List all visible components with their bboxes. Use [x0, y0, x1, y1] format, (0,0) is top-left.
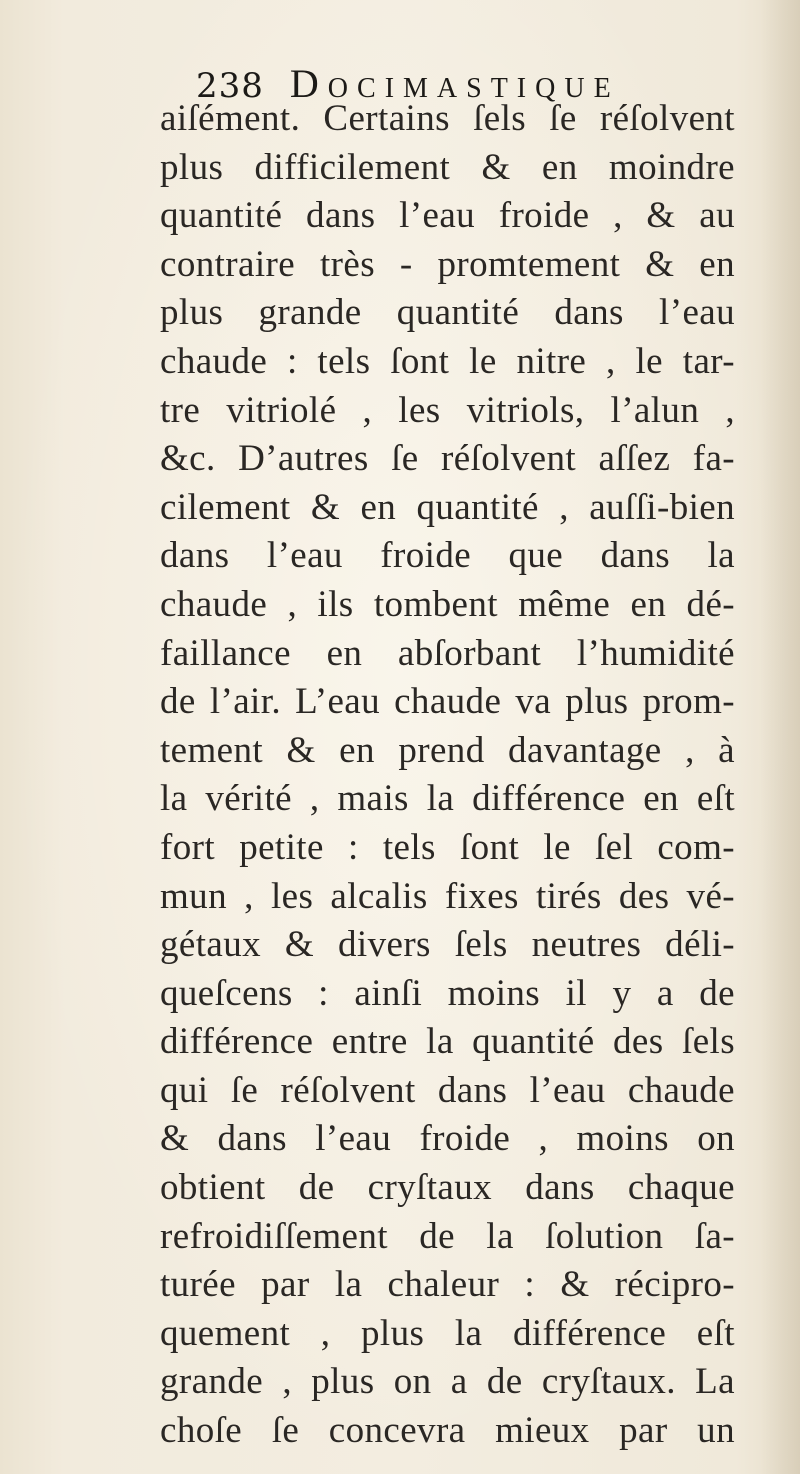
text-line: de l’air. L’eau chaude va plus prom- — [160, 681, 735, 723]
text-line: faillance en abſorbant l’humidité — [160, 632, 735, 674]
text-line: refroidiſſement de la ſolution ſa- — [160, 1215, 735, 1257]
text-line: aiſément. Certains ſels ſe réſolvent — [160, 98, 735, 139]
text-line: &c. D’autres ſe réſolvent aſſez fa- — [160, 438, 735, 480]
text-line: chaude , ils tombent même en dé- — [160, 583, 735, 625]
text-line: cilement & en quantité , auſſi-bien — [160, 486, 735, 528]
text-line: qui ſe réſolvent dans l’eau chaude — [160, 1069, 735, 1111]
text-line: choſe ſe concevra mieux par un — [160, 1410, 735, 1452]
text-line: & dans l’eau froide , moins on — [160, 1118, 735, 1160]
text-line: différence entre la quantité des ſels — [160, 1021, 735, 1063]
text-line: turée par la chaleur : & récipro- — [160, 1264, 735, 1306]
text-line: tement & en prend davantage , à — [160, 729, 735, 771]
text-line: la vérité , mais la différence en eſt — [160, 778, 735, 820]
text-line: gétaux & divers ſels neutres déli- — [160, 924, 735, 966]
text-line: quement , plus la différence eſt — [160, 1312, 735, 1354]
text-line: quantité dans l’eau froide , & au — [160, 195, 735, 237]
body-text — [160, 95, 735, 1456]
text-line: plus difficilement & en moindre — [160, 146, 735, 188]
text-line: grande , plus on a de cryſtaux. La — [160, 1361, 735, 1403]
text-line: fort petite : tels ſont le ſel com- — [160, 826, 735, 868]
text-line: chaude : tels ſont le nitre , le tar- — [160, 340, 735, 382]
text-line: tre vitriolé , les vitriols, l’alun , — [160, 389, 735, 431]
text-line: obtient de cryſtaux dans chaque — [160, 1167, 735, 1209]
text-line: contraire très - promtement & en — [160, 243, 735, 285]
running-title: Docimastique — [289, 61, 620, 106]
text-line: mun , les alcalis fixes tirés des vé- — [160, 875, 735, 917]
text-line: dans l’eau froide que dans la — [160, 535, 735, 577]
page-edge-shadow — [760, 0, 800, 1474]
text-line: queſcens : ainſi moins il y a de — [160, 972, 735, 1014]
text-line: plus grande quantité dans l’eau — [160, 292, 735, 334]
page-number: 238 — [196, 66, 264, 106]
